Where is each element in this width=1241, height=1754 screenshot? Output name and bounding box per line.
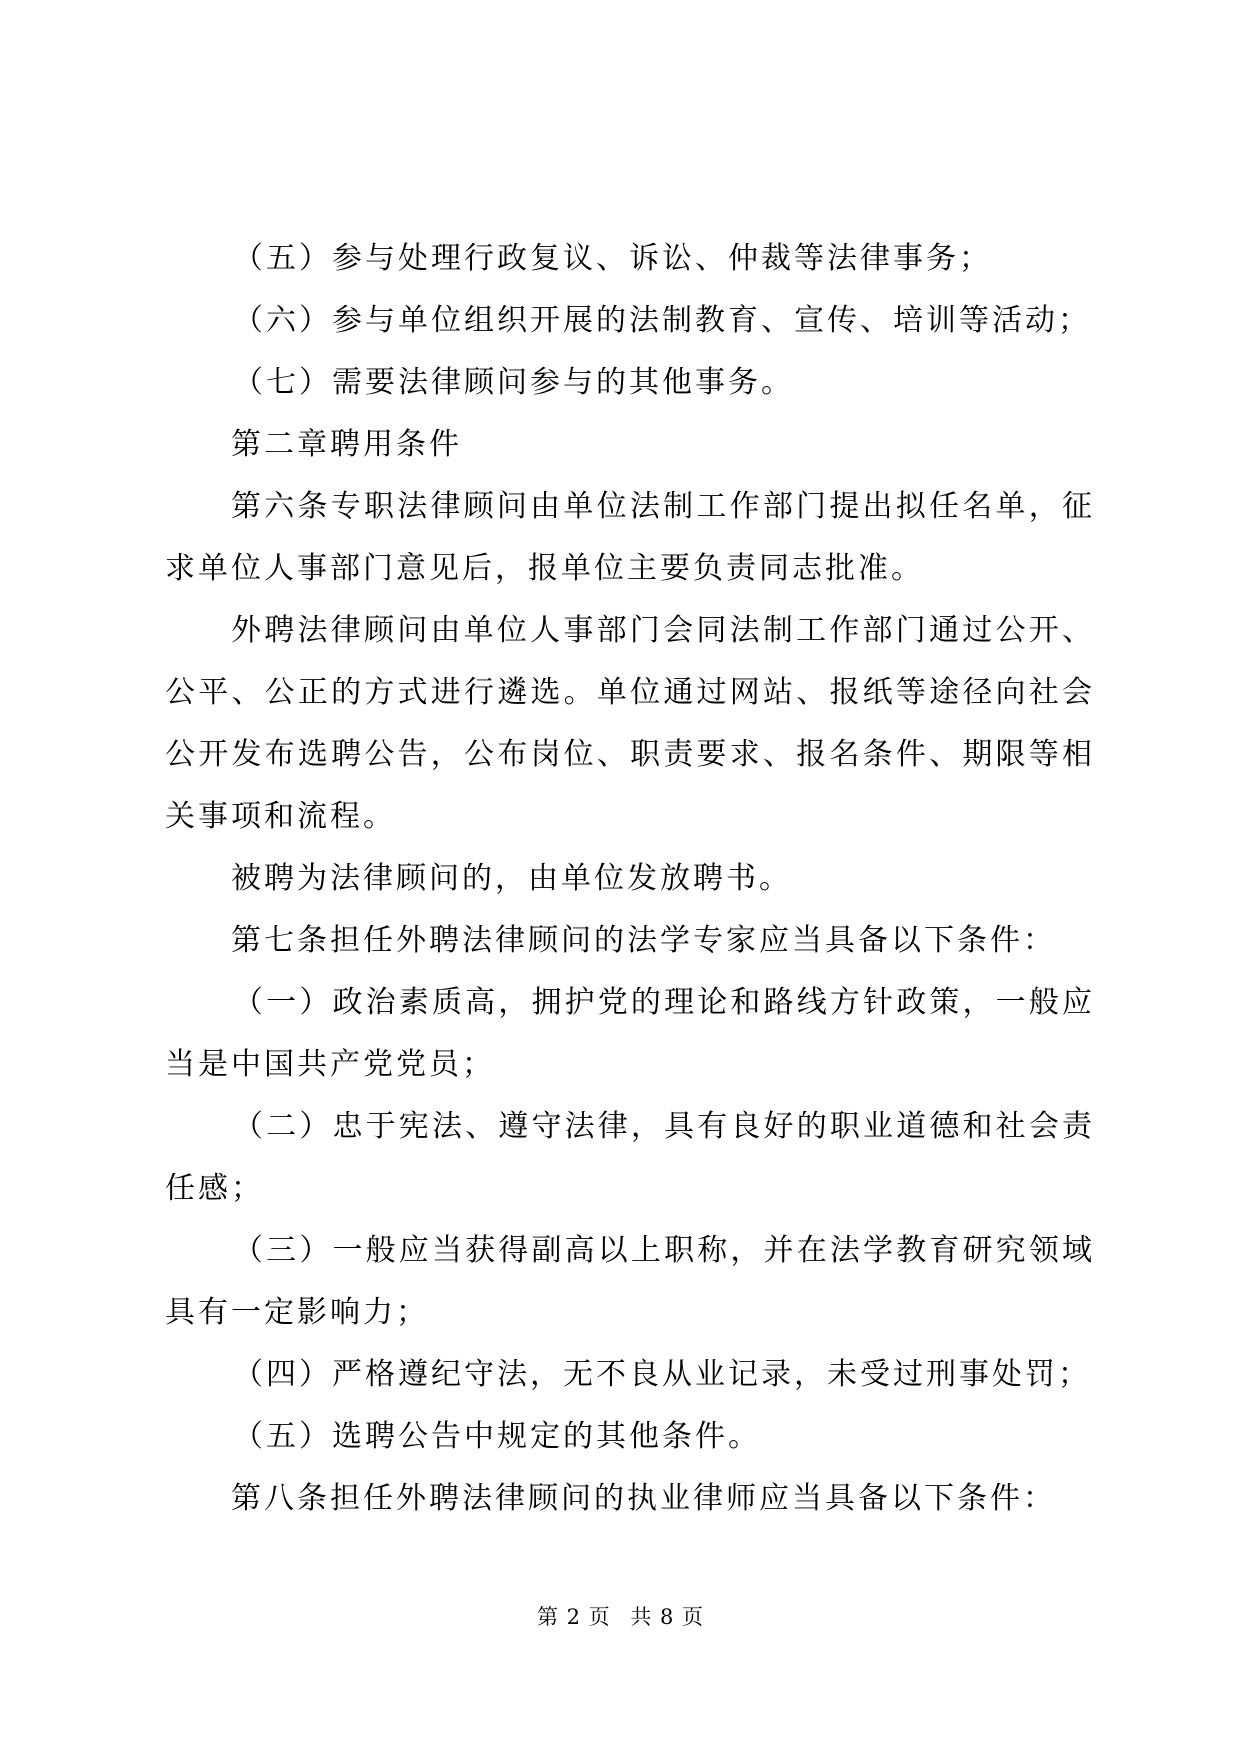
- paragraph-item-5-duty: （五）参与处理行政复议、诉讼、仲裁等法律事务；: [233, 241, 992, 276]
- article-6-paragraph: 第六条专职法律顾问由单位法制工作部门提出拟任名单，征求单位人事部门意见后，报单位主要负责同志批准。: [165, 489, 1095, 586]
- condition-item-2: （二）忠于宪法、遵守法律，具有良好的职业道德和社会责任感；: [165, 1109, 1095, 1206]
- document-body: [165, 228, 1095, 1530]
- condition-item-5: （五）选聘公告中规定的其他条件。: [233, 1419, 761, 1454]
- condition-item-1: （一）政治素质高，拥护党的理论和路线方针政策，一般应当是中国共产党党员；: [165, 985, 1095, 1082]
- article-7-paragraph: 第七条担任外聘法律顾问的法学专家应当具备以下条件：: [231, 923, 1056, 958]
- paragraph-item-7-duty: （七）需要法律顾问参与的其他事务。: [233, 365, 794, 400]
- external-counsel-paragraph: 外聘法律顾问由单位人事部门会同法制工作部门通过公开、公平、公正的方式进行遴选。单位通过网站、报纸等途径向社会公开发布选聘公告，公布岗位、职责要求、报名条件、期限等相关事项和流程。: [165, 613, 1095, 834]
- appointment-letter-paragraph: 被聘为法律顾问的，由单位发放聘书。: [231, 861, 792, 896]
- condition-item-4: （四）严格遵纪守法，无不良从业记录，未受过刑事处罚；: [233, 1357, 1091, 1392]
- page-total: 共 8 页: [630, 1605, 705, 1629]
- article-8-paragraph: 第八条担任外聘法律顾问的执业律师应当具备以下条件：: [231, 1481, 1056, 1516]
- chapter-heading: 第二章聘用条件: [231, 427, 462, 462]
- page-footer: [0, 1601, 1241, 1631]
- paragraph-item-6-duty: （六）参与单位组织开展的法制教育、宣传、培训等活动；: [233, 303, 1091, 338]
- condition-item-3: （三）一般应当获得副高以上职称，并在法学教育研究领域具有一定影响力；: [165, 1233, 1095, 1330]
- page-number: 第 2 页: [536, 1605, 611, 1629]
